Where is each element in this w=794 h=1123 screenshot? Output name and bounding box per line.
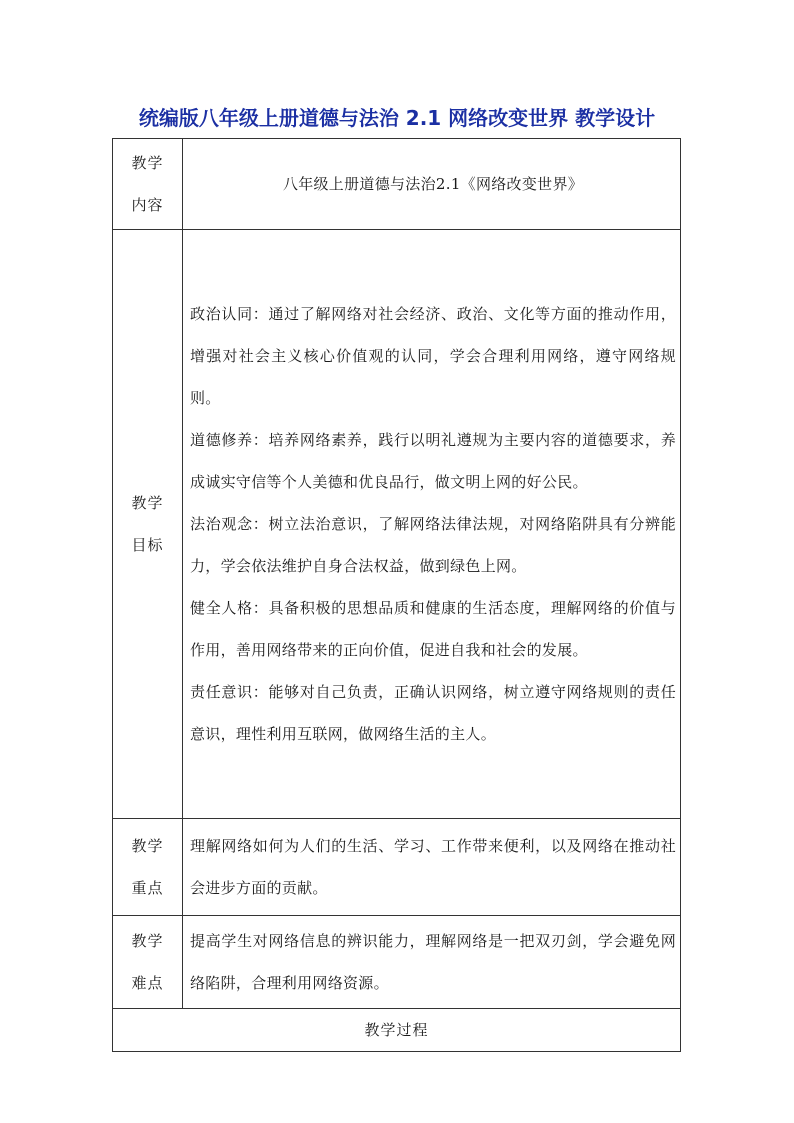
teaching-goals-label — [113, 230, 183, 819]
difficulty-paragraph: 提高学生对网络信息的辨识能力，理解网络是一把双刃剑，学会避免网络陷阱，合理利用网络资源。 — [190, 932, 676, 992]
label-line: 目标 — [131, 536, 164, 554]
label-line: 教学 — [131, 932, 164, 950]
teaching-key-point-row — [113, 819, 681, 916]
teaching-content-row — [113, 139, 681, 230]
goal-rule-of-law: 法治观念：树立法治意识，了解网络法律法规，对网络陷阱具有分辨能力，学会依法维护自身合法权益，做到绿色上网。 — [190, 515, 676, 575]
goal-responsibility: 责任意识：能够对自己负责，正确认识网络，树立遵守网络规则的责任意识，理性利用互联网，做网络生活的主人。 — [190, 683, 676, 743]
label-line: 教学 — [131, 154, 164, 172]
teaching-process-heading: 教学过程 — [113, 1009, 681, 1052]
teaching-content-text: 八年级上册道德与法治2.1《网络改变世界》 — [183, 139, 681, 230]
key-point-paragraph: 理解网络如何为人们的生活、学习、工作带来便利，以及网络在推动社会进步方面的贡献。 — [190, 837, 676, 897]
label-line: 教学 — [131, 837, 164, 855]
label-line: 难点 — [131, 974, 164, 992]
teaching-key-point-label — [113, 819, 183, 916]
document-title: 统编版八年级上册道德与法治 2.1 网络改变世界 教学设计 — [138, 106, 656, 130]
teaching-goals-row — [113, 230, 681, 819]
teaching-goals-content — [183, 230, 681, 819]
goal-sound-personality: 健全人格：具备积极的思想品质和健康的生活态度，理解网络的价值与作用，善用网络带来的正向价值，促进自我和社会的发展。 — [190, 599, 676, 659]
lesson-plan-table — [112, 138, 681, 1052]
teaching-difficulty-text — [183, 916, 681, 1009]
goal-political-identity: 政治认同：通过了解网络对社会经济、政治、文化等方面的推动作用，增强对社会主义核心价值观的认同，学会合理利用网络，遵守网络规则。 — [190, 305, 676, 407]
label-line: 内容 — [131, 196, 164, 214]
teaching-process-row — [113, 1009, 681, 1052]
label-line: 教学 — [131, 494, 164, 512]
label-line: 重点 — [131, 879, 164, 897]
goal-moral-cultivation: 道德修养：培养网络素养，践行以明礼遵规为主要内容的道德要求，养成诚实守信等个人美德和优良品行，做文明上网的好公民。 — [190, 431, 676, 491]
teaching-difficulty-row — [113, 916, 681, 1009]
teaching-difficulty-label — [113, 916, 183, 1009]
teaching-key-point-text — [183, 819, 681, 916]
teaching-content-label — [113, 139, 183, 230]
